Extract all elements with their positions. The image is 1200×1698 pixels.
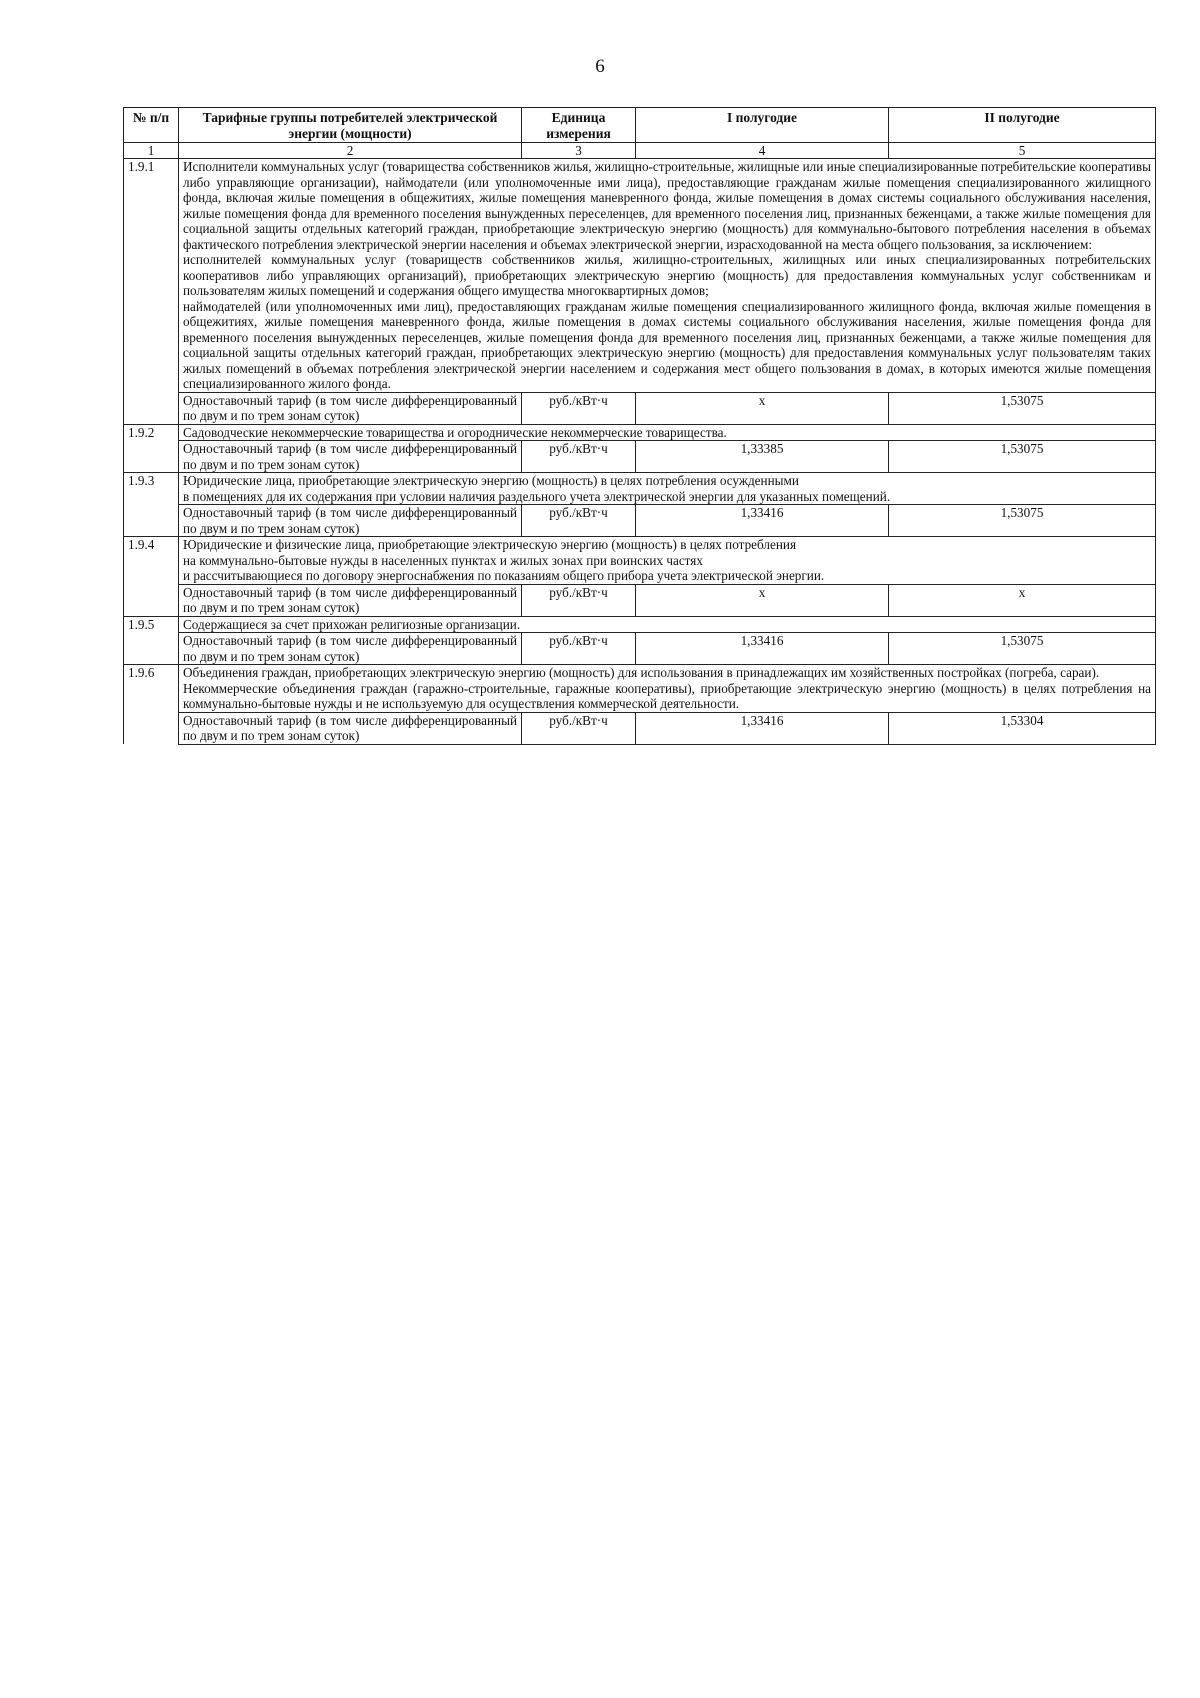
- tariff-name: Одноставочный тариф (в том числе дифференцированный по двум и по трем зонам суток): [179, 441, 522, 473]
- column-number: 2: [179, 143, 522, 159]
- description-paragraph: исполнителей коммунальных услуг (товариществ собственников жилья, жилищно-строительных, жилищных или иных специализированных потребительских кооперативов либо управляющих организаций), приобретающих электрическую энергию (мощность) для предоставления коммунальных услуг собственникам и пользователям жилых помещений и содержания общего имущества многоквартирных домов;: [183, 252, 1151, 298]
- description-paragraph: Исполнители коммунальных услуг (товарищества собственников жилья, жилищно-строительные, жилищные или иные специализированные потребительские кооперативы либо управляющие организации), наймодатели (или уполномоченные ими лица), предоставляющие гражданам жилые помещения специализированного жилищного фонда, включая жилые помещения в общежитиях, жилые помещения маневренного фонда, жилые помещения в домах системы социального обслуживания населения, жилые помещения фонда для временного поселения вынужденных переселенцев, для временного поселения лиц, признанных беженцами, а также жилые помещения для социальной защиты отдельных категорий граждан, приобретающие электрическую энергию (мощность) для коммунально-бытового потребления населения в объемах фактического потребления электрической энергии населения и объемах электрической энергии, израсходованной на места общего пользования, за исключением:: [183, 159, 1151, 252]
- section-description: [179, 665, 1156, 713]
- tariff-name: Одноставочный тариф (в том числе дифференцированный по двум и по трем зонам суток): [179, 633, 522, 665]
- header-second-half: II полугодие: [889, 108, 1156, 143]
- section-description: [179, 473, 1156, 505]
- column-number: 1: [124, 143, 179, 159]
- tariff-row: [124, 505, 1156, 537]
- unit-cell: руб./кВт·ч: [522, 584, 636, 616]
- header-tariff-groups: Тарифные группы потребителей электрической энергии (мощности): [179, 108, 522, 143]
- header-unit: Единица измерения: [522, 108, 636, 143]
- description-paragraph: Некоммерческие объединения граждан (гаражно-строительные, гаражные кооперативы), приобретающие электрическую энергию (мощность) в целях потребления на коммунально-бытовые нужды и не используемую для осуществления коммерческой деятельности.: [183, 680, 1151, 711]
- description-paragraph: Садоводческие некоммерческие товарищества и огороднические некоммерческие товарищества.: [183, 424, 727, 440]
- unit-cell: руб./кВт·ч: [522, 712, 636, 744]
- unit-cell: руб./кВт·ч: [522, 633, 636, 665]
- column-number: 3: [522, 143, 636, 159]
- column-number: 4: [636, 143, 889, 159]
- section-code: 1.9.2: [124, 424, 179, 473]
- section-description: [179, 424, 1156, 441]
- second-half-value: 1,53075: [889, 505, 1156, 537]
- description-paragraph: Юридические и физические лица, приобретающие электрическую энергию (мощность) в целях потребления: [183, 537, 797, 552]
- section-row: [124, 424, 1156, 441]
- second-half-value: 1,53075: [889, 392, 1156, 424]
- section-row: [124, 537, 1156, 585]
- section-description: [179, 537, 1156, 585]
- tariff-name: Одноставочный тариф (в том числе дифференцированный по двум и по трем зонам суток): [179, 505, 522, 537]
- section-row: [124, 616, 1156, 633]
- description-paragraph: Юридические лица, приобретающие электрическую энергию (мощность) в целях потребления осужденными: [183, 473, 799, 488]
- first-half-value: 1,33385: [636, 441, 889, 473]
- section-description: [179, 616, 1156, 633]
- first-half-value: 1,33416: [636, 712, 889, 744]
- page-number: 6: [595, 56, 605, 77]
- section-row: [124, 665, 1156, 713]
- tariff-table-body: [124, 159, 1156, 745]
- first-half-value: 1,33416: [636, 633, 889, 665]
- tariff-row: [124, 633, 1156, 665]
- tariff-row: [124, 584, 1156, 616]
- tariff-name: Одноставочный тариф (в том числе дифференцированный по двум и по трем зонам суток): [179, 584, 522, 616]
- second-half-value: х: [889, 584, 1156, 616]
- section-code: 1.9.6: [124, 665, 179, 745]
- description-paragraph: в помещениях для их содержания при условии наличия раздельного учета электрической энергии для указанных помещений.: [183, 488, 891, 504]
- description-paragraph: наймодателей (или уполномоченных ими лиц), предоставляющих гражданам жилые помещения специализированного жилищного фонда, включая жилые помещения в общежитиях, жилые помещения маневренного фонда, жилые помещения в домах системы социального обслуживания населения, жилые помещения фонда для временного поселения вынужденных переселенцев, жилые помещения фонда для временного поселения лиц, признанных беженцами, а также жилые помещения для социальной защиты отдельных категорий граждан, приобретающих электрическую энергию (мощность) для предоставления коммунальных услуг пользователям таких жилых помещений в объемах потребления электрической энергии населением и содержания мест общего пользования в домах, в которых имеются жилые помещения специализированного жилого фонда.: [183, 298, 1151, 391]
- header-number: № п/п: [124, 108, 179, 143]
- tariff-name: Одноставочный тариф (в том числе дифференцированный по двум и по трем зонам суток): [179, 392, 522, 424]
- tariff-row: [124, 441, 1156, 473]
- tariff-row: [124, 712, 1156, 744]
- header-row: [124, 108, 1156, 143]
- unit-cell: руб./кВт·ч: [522, 505, 636, 537]
- section-row: [124, 473, 1156, 505]
- section-code: 1.9.4: [124, 537, 179, 617]
- section-row: [124, 159, 1156, 393]
- first-half-value: 1,33416: [636, 505, 889, 537]
- header-first-half: I полугодие: [636, 108, 889, 143]
- first-half-value: х: [636, 584, 889, 616]
- section-code: 1.9.1: [124, 159, 179, 425]
- description-paragraph: Содержащиеся за счет прихожан религиозные организации.: [183, 616, 521, 632]
- tariff-name: Одноставочный тариф (в том числе дифференцированный по двум и по трем зонам суток): [179, 712, 522, 744]
- second-half-value: 1,53075: [889, 633, 1156, 665]
- column-number-row: [124, 143, 1156, 159]
- tariff-table: [123, 107, 1156, 745]
- section-code: 1.9.3: [124, 473, 179, 537]
- column-number: 5: [889, 143, 1156, 159]
- second-half-value: 1,53075: [889, 441, 1156, 473]
- tariff-row: [124, 392, 1156, 424]
- description-paragraph: Объединения граждан, приобретающих электрическую энергию (мощность) для использования в принадлежащих им хозяйственных постройках (погреба, сараи).: [183, 665, 1100, 680]
- section-code: 1.9.5: [124, 616, 179, 665]
- section-description: [179, 159, 1156, 393]
- second-half-value: 1,53304: [889, 712, 1156, 744]
- unit-cell: руб./кВт·ч: [522, 392, 636, 424]
- description-paragraph: на коммунально-бытовые нужды в населенных пунктах и жилых зонах при воинских частях: [183, 552, 703, 568]
- first-half-value: х: [636, 392, 889, 424]
- unit-cell: руб./кВт·ч: [522, 441, 636, 473]
- description-paragraph: и рассчитывающиеся по договору энергоснабжения по показаниям общего прибора учета электрической энергии.: [183, 568, 825, 583]
